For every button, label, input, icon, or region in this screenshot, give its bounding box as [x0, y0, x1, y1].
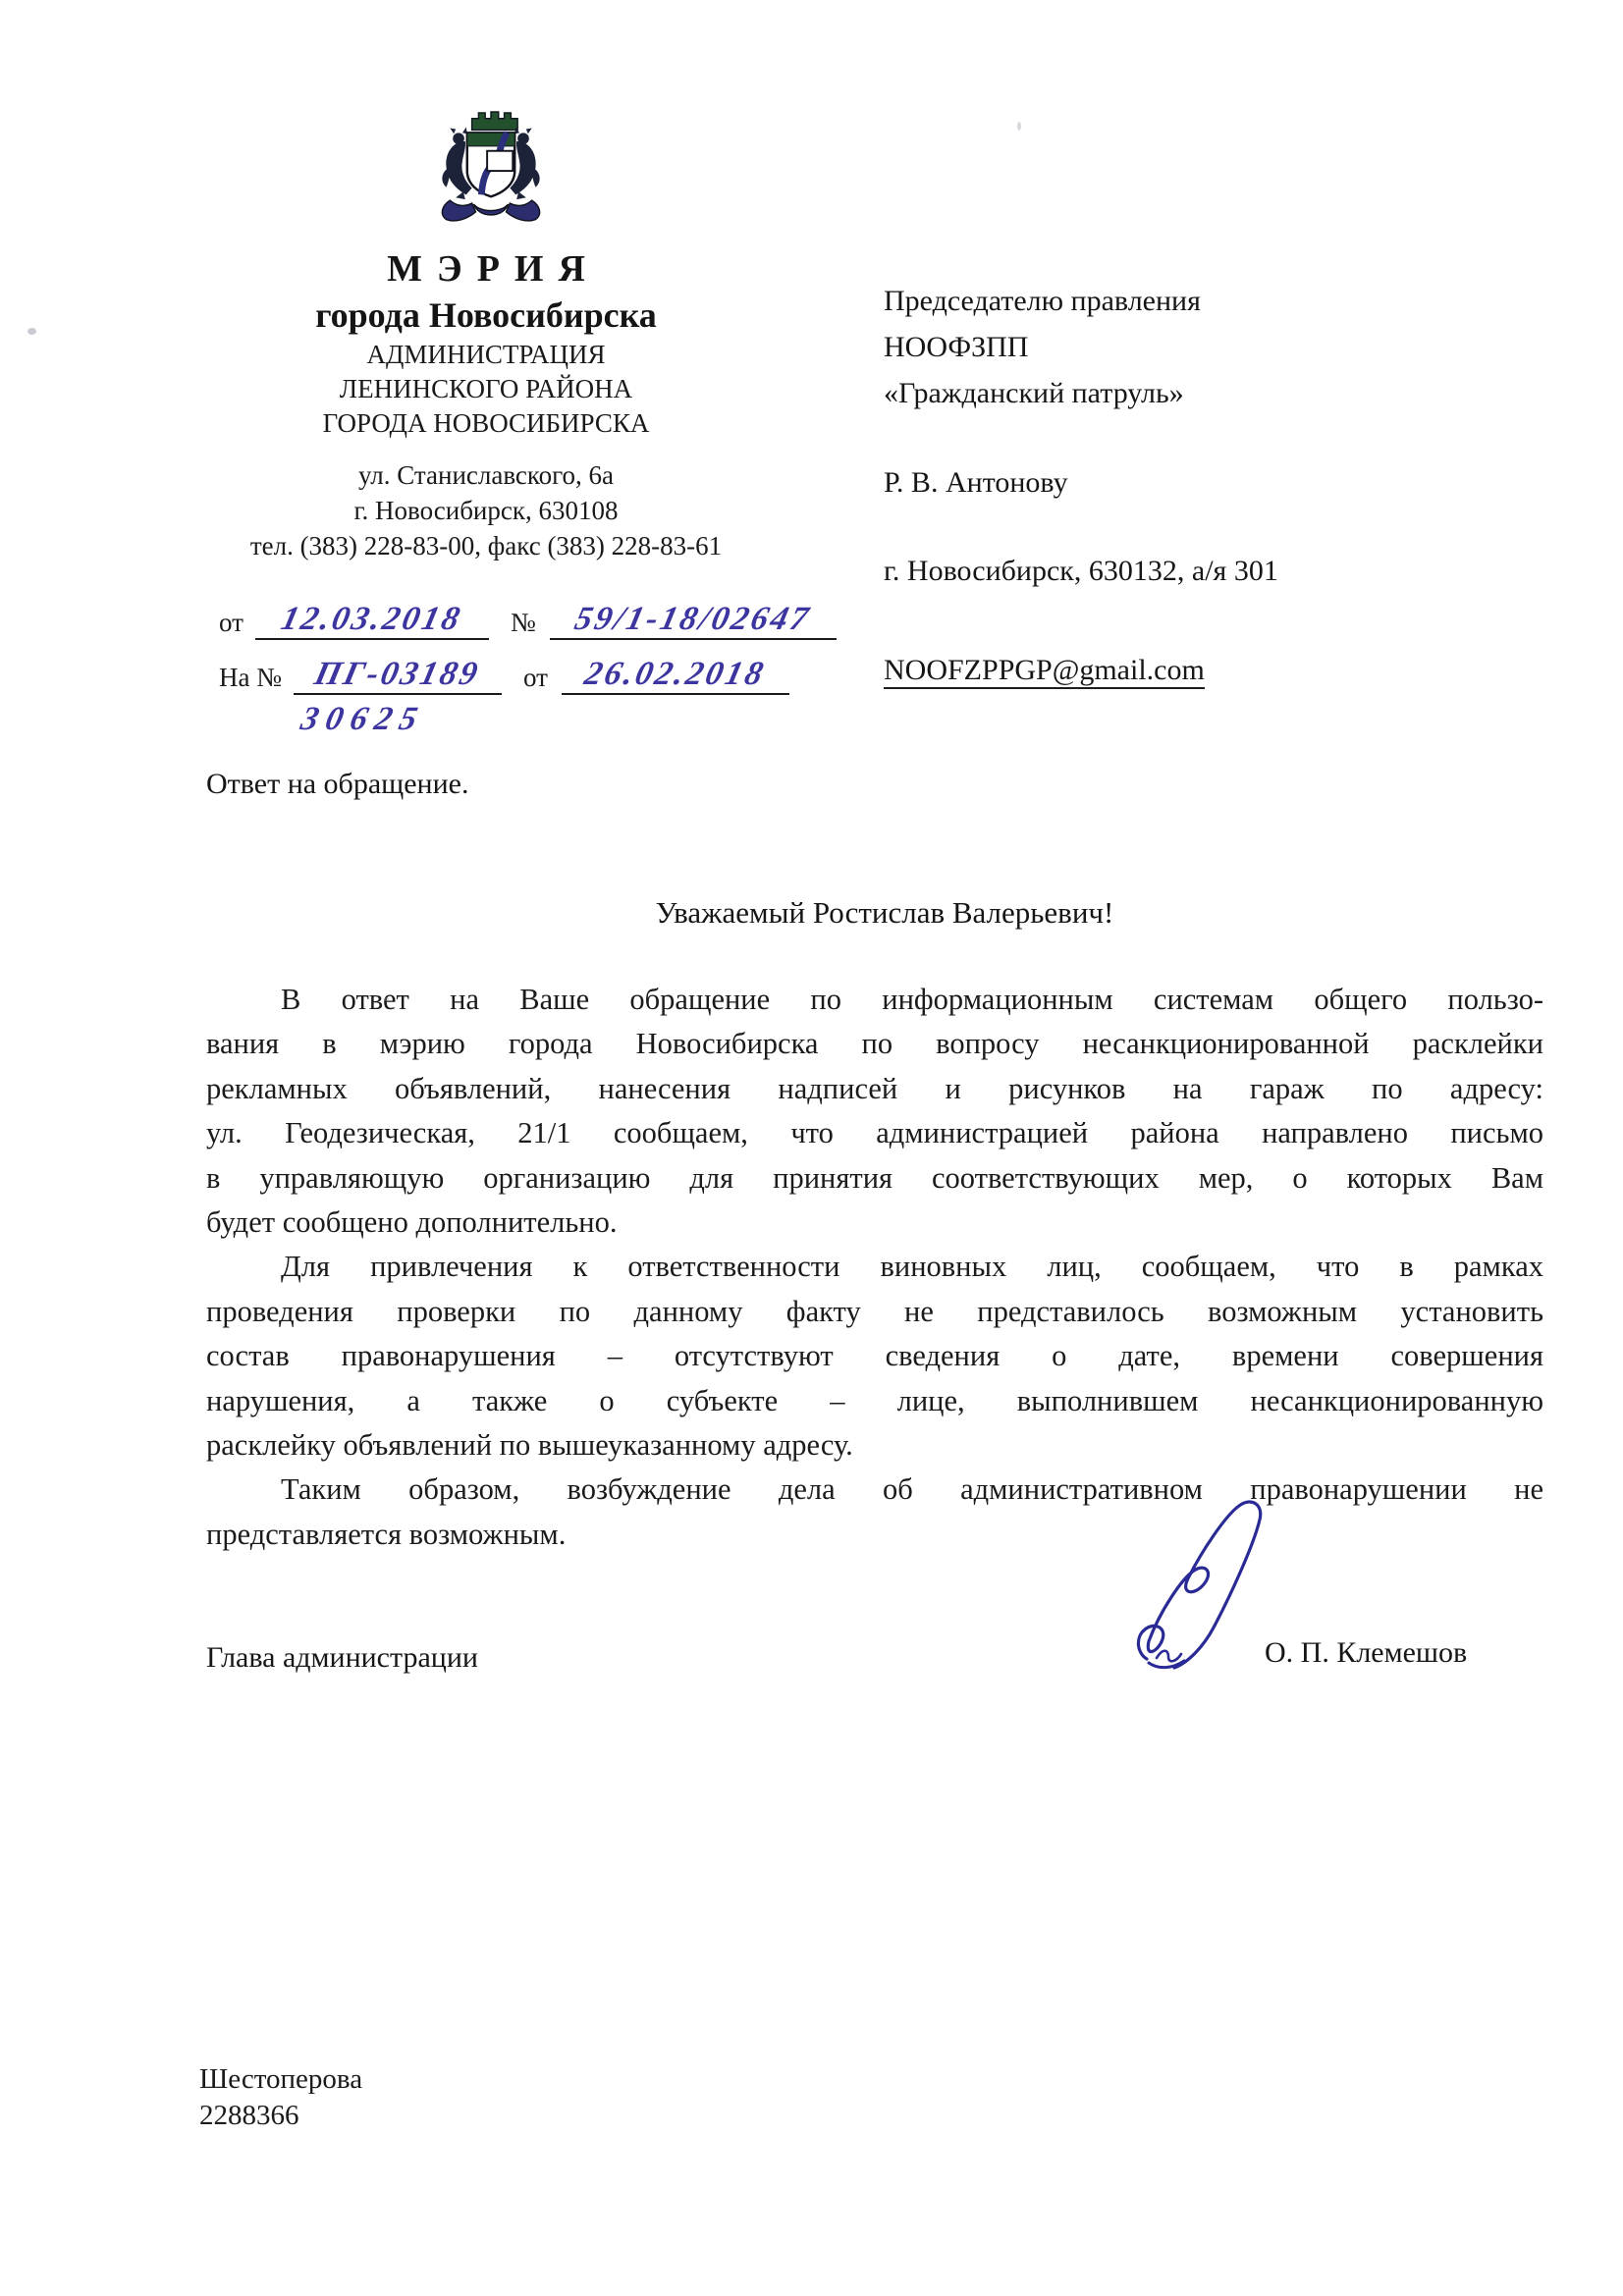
- recipient-name: Р. В. Антонову: [884, 466, 1068, 499]
- recipient-address: г. Новосибирск, 630132, а/я 301: [884, 555, 1278, 587]
- paragraph-3: [206, 1468, 1543, 1557]
- outgoing-date-field: [255, 601, 489, 640]
- org-street-address: ул. Станиславского, 6а: [357, 460, 615, 490]
- paragraph-1: [206, 978, 1543, 1245]
- salutation: Уважаемый Ростислав Валерьевич!: [655, 895, 1114, 930]
- outgoing-reference-row: [219, 585, 867, 640]
- executor-name: Шестоперова: [199, 2063, 363, 2095]
- outgoing-date-handwritten: 12.03.2018: [278, 601, 466, 637]
- recipient-organization-name: «Гражданский патруль»: [884, 377, 1184, 409]
- letterhead: [142, 245, 830, 563]
- org-city-postcode: г. Новосибирск, 630108: [353, 496, 619, 525]
- body-line: нарушения, а также о субъекте – лице, выполнившем несанкционированную: [206, 1383, 1543, 1417]
- incoming-number-field: [294, 656, 502, 695]
- paragraph-2: [206, 1245, 1543, 1468]
- org-subtitle-line1: АДМИНИСТРАЦИЯ: [366, 340, 606, 369]
- recipient-email: [884, 647, 1473, 693]
- scan-artifact: [1017, 122, 1021, 131]
- body-line: представляется возможным.: [206, 1517, 567, 1551]
- body-line: Для привлечения к ответственности виновных лиц, сообщаем, что в рамках: [281, 1250, 1543, 1284]
- signer-name: О. П. Клемешов: [1265, 1636, 1468, 1669]
- incoming-number-label: На №: [219, 663, 282, 692]
- body-line: проведения проверки по данному факту не представилось возможным установить: [206, 1294, 1543, 1328]
- body-line: ул. Геодезическая, 21/1 сообщаем, что администрацией района направлено письмо: [206, 1116, 1543, 1150]
- scan-artifact: [27, 328, 36, 335]
- signer-position-title: Глава администрации: [206, 1641, 478, 1674]
- subject-line: Ответ на обращение.: [206, 768, 469, 800]
- org-title-line2: города Новосибирска: [315, 295, 657, 335]
- body-line: вания в мэрию города Новосибирска по вопросу несанкционированной расклейки: [206, 1027, 1543, 1061]
- org-subtitle-line3: ГОРОДА НОВОСИБИРСКА: [322, 408, 650, 438]
- novosibirsk-emblem-icon: [429, 108, 553, 240]
- outgoing-number-handwritten: 59/1-18/02647: [570, 601, 815, 637]
- org-subtitle-line2: ЛЕНИНСКОГО РАЙОНА: [339, 374, 633, 403]
- body-line: рекламных объявлений, нанесения надписей и рисунков на гараж по адресу:: [206, 1071, 1543, 1105]
- incoming-date-handwritten: 26.02.2018: [581, 656, 770, 692]
- reference-block: [219, 585, 867, 737]
- incoming-reference-row: [219, 640, 867, 695]
- body-line: в управляющую организацию для принятия соответствующих мер, о которых Вам: [206, 1160, 1543, 1195]
- body-line: состав правонарушения – отсутствуют сведения о дате, времени совершения: [206, 1339, 1543, 1373]
- recipient-organization: НООФЗПП: [884, 331, 1029, 363]
- incoming-number-handwritten: ПГ-03189: [311, 656, 485, 692]
- recipient-position: Председателю правления: [884, 285, 1201, 317]
- executor-block: [199, 2061, 362, 2134]
- outgoing-date-label: от: [219, 608, 243, 637]
- recipient-block: [884, 278, 1473, 693]
- body-line: расклейку объявлений по вышеуказанному адресу.: [206, 1427, 853, 1462]
- executor-phone: 2288366: [199, 2100, 299, 2131]
- outgoing-number-field: [550, 601, 837, 640]
- org-phone-fax: тел. (383) 228-83-00, факс (383) 228-83-61: [249, 531, 723, 561]
- body-line: будет сообщено дополнительно.: [206, 1204, 618, 1239]
- org-title-line1: МЭРИЯ: [387, 248, 600, 290]
- recipient-email-text: NOOFZPPGP@gmail.com: [884, 654, 1205, 689]
- coat-of-arms-emblem: [429, 108, 553, 240]
- letter-body: [206, 978, 1543, 1557]
- extra-registration-number-handwritten: 30625: [297, 701, 429, 737]
- incoming-date-label: от: [523, 663, 548, 692]
- incoming-date-field: [562, 656, 789, 695]
- outgoing-number-label: №: [510, 608, 536, 637]
- body-line: Таким образом, возбуждение дела об административном правонарушении не: [281, 1472, 1543, 1507]
- body-line: В ответ на Ваше обращение по информационным системам общего пользо-: [281, 983, 1543, 1016]
- scan-artifact: [385, 997, 389, 1001]
